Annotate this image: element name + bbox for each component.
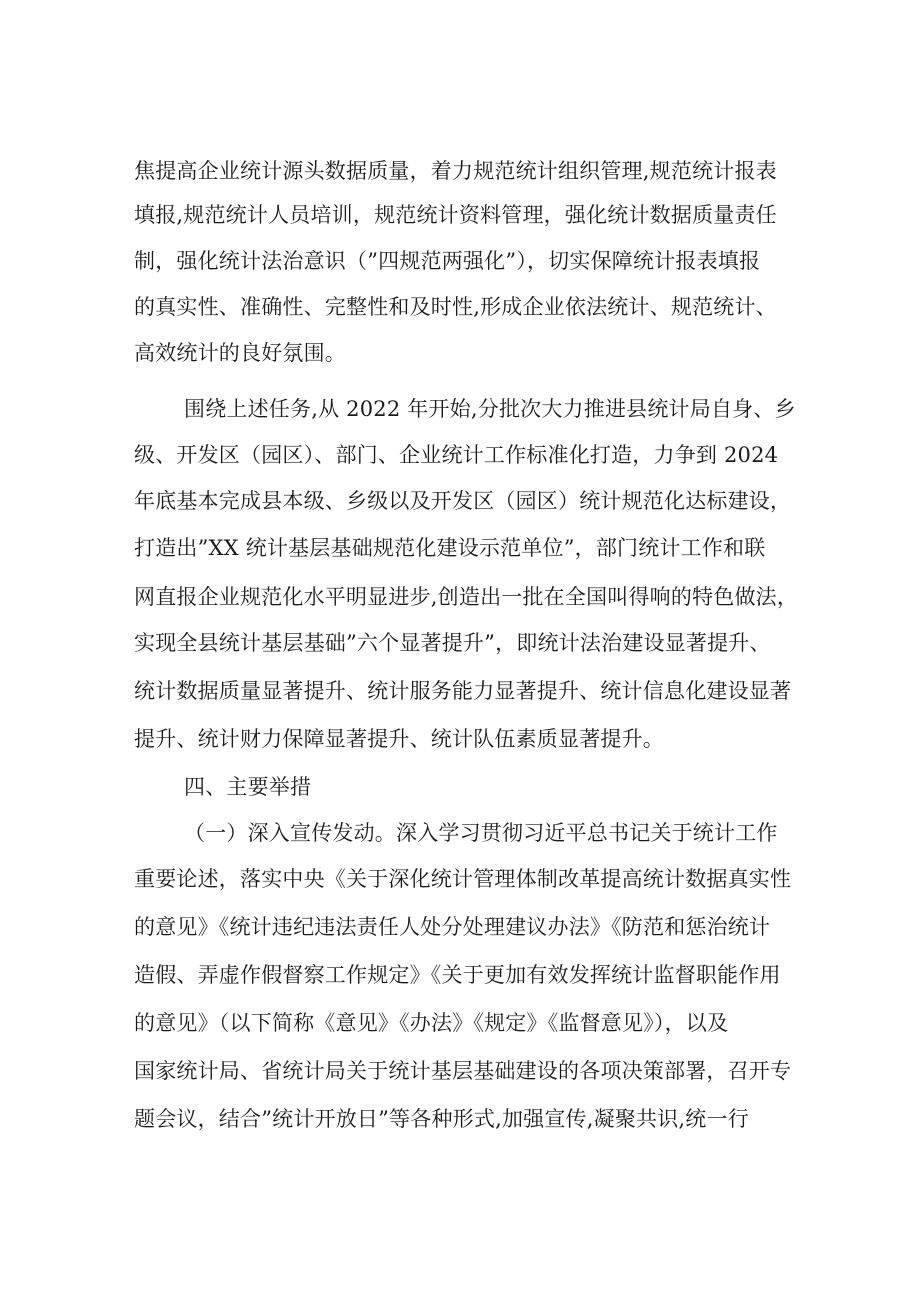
paragraph-3-line-7: 题会议，结合”统计开放日”等各种形式,加强宣传,凝聚共识,统一行 [134, 1107, 749, 1131]
paragraph-2-line-2: 级、开发区（园区）、部门、企业统计工作标准化打造，力争到 2024 [134, 443, 779, 467]
section-heading: 四、主要举措 [184, 775, 312, 799]
paragraph-3-line-4: 造假、弄虚作假督察工作规定》《关于更加有效发挥统计监督职能作用 [134, 963, 781, 987]
paragraph-2-line-4: 打造出”XX 统计基层基础规范化建设示范单位”，部门统计工作和联 [134, 536, 766, 560]
paragraph-3-line-2: 重要论述，落实中央《关于深化统计管理体制改革提高统计数据真实性 [134, 867, 792, 891]
paragraph-1-line-5: 高效统计的良好氛围。 [134, 341, 346, 365]
paragraph-3-line-5: 的意见》（以下简称《意见》《办法》《规定》《监督意见》），以及 [134, 1011, 729, 1035]
paragraph-2-line-8: 提升、统计财力保障显著提升、统计队伍素质显著提升。 [134, 727, 664, 751]
paragraph-3-line-3: 的意见》《统计违纪违法责任人处分处理建议办法》《防范和惩治统计 [134, 915, 771, 939]
paragraph-1-line-1: 焦提高企业统计源头数据质量，着力规范统计组织管理,规范统计报表 [134, 159, 777, 183]
paragraph-2-line-7: 统计数据质量显著提升、统计服务能力显著提升、统计信息化建设显著 [134, 679, 792, 703]
paragraph-1-line-3: 制，强化统计法治意识（”四规范两强化”），切实保障统计报表填报 [134, 249, 761, 273]
paragraph-2-line-5: 网直报企业规范化水平明显进步,创造出一批在全国叫得响的特色做法， [134, 585, 799, 609]
paragraph-2-line-1: 围绕上述任务,从 2022 年开始,分批次大力推进县统计局自身、乡 [184, 397, 796, 421]
paragraph-1-line-4: 的真实性、准确性、完整性和及时性,形成企业依法统计、规范统计、 [134, 295, 777, 319]
paragraph-1-line-2: 填报,规范统计人员培训，规范统计资料管理，强化统计数据质量责任 [134, 203, 777, 227]
paragraph-3-line-6: 国家统计局、省统计局关于统计基层基础建设的各项决策部署，召开专 [134, 1059, 792, 1083]
paragraph-3-line-1: （一）深入宣传发动。深入学习贯彻习近平总书记关于统计工作 [184, 821, 778, 845]
paragraph-2-line-3: 年底基本完成县本级、乡级以及开发区（园区）统计规范化达标建设， [134, 489, 792, 513]
paragraph-2-line-6: 实现全县统计基层基础”六个显著提升”，即统计法治建设显著提升、 [134, 631, 771, 655]
